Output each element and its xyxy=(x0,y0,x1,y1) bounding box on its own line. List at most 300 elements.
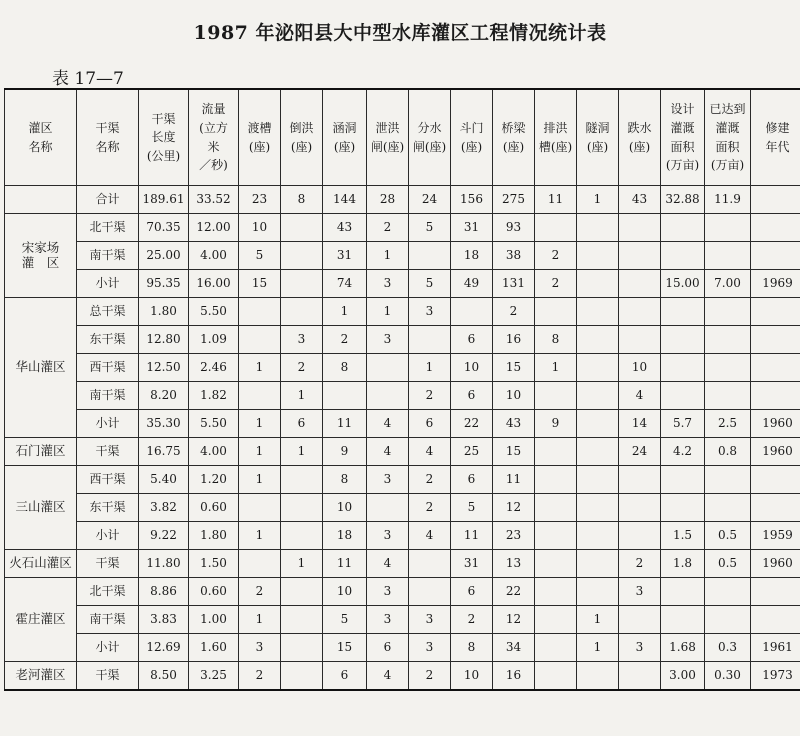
canal-name-cell: 北干渠 xyxy=(77,214,139,242)
value-cell: 275 xyxy=(493,186,535,214)
page-title: 1987 年泌阳县大中型水库灌区工程情况统计表 xyxy=(193,22,607,44)
column-header xyxy=(5,89,77,186)
value-cell: 3.83 xyxy=(139,606,189,634)
value-cell xyxy=(751,242,800,270)
column-header-line: (座) xyxy=(290,139,313,154)
value-cell xyxy=(661,494,705,522)
value-cell xyxy=(661,214,705,242)
value-cell: 3 xyxy=(281,326,323,354)
canal-name-cell: 南干渠 xyxy=(77,242,139,270)
value-cell xyxy=(535,578,577,606)
value-cell: 2 xyxy=(409,662,451,691)
table-row xyxy=(5,662,800,691)
value-cell xyxy=(409,242,451,270)
value-cell xyxy=(751,382,800,410)
value-cell xyxy=(535,466,577,494)
value-cell xyxy=(661,606,705,634)
value-cell: 0.60 xyxy=(189,578,239,606)
canal-name-cell: 小计 xyxy=(77,522,139,550)
canal-name-cell: 总干渠 xyxy=(77,298,139,326)
canal-name-cell: 南干渠 xyxy=(77,382,139,410)
value-cell: 12.69 xyxy=(139,634,189,662)
value-cell: 4 xyxy=(367,438,409,466)
table-row xyxy=(5,186,800,214)
column-header xyxy=(751,89,800,186)
value-cell: 74 xyxy=(323,270,367,298)
column-header-line: 渡槽 xyxy=(247,120,272,135)
column-header-line: 名称 xyxy=(28,139,53,154)
column-header-line: 倒洪 xyxy=(289,120,314,135)
column-header-line: 流量 xyxy=(201,102,226,117)
value-cell xyxy=(705,214,751,242)
value-cell xyxy=(661,382,705,410)
value-cell xyxy=(577,354,619,382)
value-cell: 16 xyxy=(493,662,535,691)
value-cell: 1959 xyxy=(751,522,800,550)
value-cell: 6 xyxy=(451,326,493,354)
table-row xyxy=(5,242,800,270)
value-cell: 1 xyxy=(281,438,323,466)
table-row xyxy=(5,410,800,438)
value-cell: 3 xyxy=(367,606,409,634)
column-header-line: 干渠 xyxy=(95,120,120,135)
value-cell xyxy=(661,354,705,382)
value-cell: 10 xyxy=(451,354,493,382)
value-cell: 156 xyxy=(451,186,493,214)
value-cell xyxy=(751,494,800,522)
value-cell: 24 xyxy=(409,186,451,214)
canal-name-cell: 西干渠 xyxy=(77,354,139,382)
value-cell: 18 xyxy=(451,242,493,270)
value-cell: 1.8 xyxy=(661,550,705,578)
value-cell xyxy=(619,466,661,494)
column-header-line: 闸(座) xyxy=(370,139,405,154)
region-name-cell: 石门灌区 xyxy=(5,438,77,466)
value-cell: 31 xyxy=(323,242,367,270)
value-cell: 33.52 xyxy=(189,186,239,214)
column-header-line: 桥梁 xyxy=(501,120,526,135)
value-cell xyxy=(577,438,619,466)
value-cell xyxy=(705,466,751,494)
canal-name-cell: 干渠 xyxy=(77,550,139,578)
region-name-cell: 宋家场 灌 区 xyxy=(5,214,77,298)
column-header-line: (座) xyxy=(502,139,525,154)
value-cell: 6 xyxy=(323,662,367,691)
column-header-line: (座) xyxy=(333,139,356,154)
value-cell: 9 xyxy=(323,438,367,466)
column-header xyxy=(493,89,535,186)
value-cell xyxy=(619,522,661,550)
value-cell: 189.61 xyxy=(139,186,189,214)
value-cell: 0.30 xyxy=(705,662,751,691)
value-cell xyxy=(705,326,751,354)
value-cell: 2 xyxy=(323,326,367,354)
value-cell: 31 xyxy=(451,214,493,242)
canal-name-cell: 合计 xyxy=(77,186,139,214)
value-cell: 15.00 xyxy=(661,270,705,298)
column-header-line: (座) xyxy=(586,139,609,154)
value-cell: 1 xyxy=(239,522,281,550)
column-header-line: 长度 xyxy=(151,130,176,145)
value-cell xyxy=(751,466,800,494)
value-cell: 2 xyxy=(535,242,577,270)
column-header-line: 修建 xyxy=(765,120,790,135)
value-cell xyxy=(619,326,661,354)
value-cell: 1 xyxy=(577,186,619,214)
value-cell xyxy=(619,270,661,298)
value-cell: 43 xyxy=(619,186,661,214)
canal-name-cell: 小计 xyxy=(77,410,139,438)
value-cell: 6 xyxy=(451,382,493,410)
value-cell: 35.30 xyxy=(139,410,189,438)
value-cell: 1 xyxy=(323,298,367,326)
column-header xyxy=(239,89,281,186)
value-cell: 3.25 xyxy=(189,662,239,691)
value-cell xyxy=(661,298,705,326)
value-cell xyxy=(751,606,800,634)
value-cell xyxy=(281,270,323,298)
value-cell xyxy=(367,354,409,382)
column-header xyxy=(535,89,577,186)
region-name-cell: 火石山灌区 xyxy=(5,550,77,578)
column-header-line: 泄洪 xyxy=(375,120,400,135)
value-cell xyxy=(751,354,800,382)
value-cell: 15 xyxy=(493,438,535,466)
value-cell: 9.22 xyxy=(139,522,189,550)
value-cell xyxy=(281,242,323,270)
canal-name-cell: 北干渠 xyxy=(77,578,139,606)
column-header xyxy=(281,89,323,186)
column-header-line: (座) xyxy=(628,139,651,154)
value-cell xyxy=(281,494,323,522)
column-header-line: (座) xyxy=(460,139,483,154)
region-name-cell: 华山灌区 xyxy=(5,298,77,438)
value-cell: 1 xyxy=(367,298,409,326)
value-cell: 25 xyxy=(451,438,493,466)
value-cell: 43 xyxy=(493,410,535,438)
value-cell xyxy=(751,326,800,354)
column-header xyxy=(577,89,619,186)
column-header xyxy=(409,89,451,186)
value-cell xyxy=(577,326,619,354)
value-cell xyxy=(281,214,323,242)
value-cell: 1.09 xyxy=(189,326,239,354)
value-cell: 11.9 xyxy=(705,186,751,214)
value-cell: 10 xyxy=(323,494,367,522)
value-cell xyxy=(577,550,619,578)
value-cell xyxy=(705,242,751,270)
value-cell: 31 xyxy=(451,550,493,578)
value-cell xyxy=(239,326,281,354)
value-cell: 12.80 xyxy=(139,326,189,354)
value-cell: 1.60 xyxy=(189,634,239,662)
value-cell: 5.40 xyxy=(139,466,189,494)
column-header-line: (座) xyxy=(248,139,271,154)
value-cell: 2 xyxy=(535,270,577,298)
column-header-line: 隧洞 xyxy=(585,120,610,135)
value-cell xyxy=(281,662,323,691)
value-cell: 1 xyxy=(367,242,409,270)
table-row xyxy=(5,494,800,522)
value-cell: 10 xyxy=(239,214,281,242)
column-header-line: 槽(座) xyxy=(538,139,573,154)
value-cell: 9 xyxy=(535,410,577,438)
value-cell: 3 xyxy=(367,578,409,606)
value-cell: 1 xyxy=(239,410,281,438)
canal-name-cell: 南干渠 xyxy=(77,606,139,634)
value-cell: 5 xyxy=(239,242,281,270)
value-cell xyxy=(619,298,661,326)
value-cell xyxy=(239,298,281,326)
value-cell xyxy=(239,382,281,410)
value-cell: 2.5 xyxy=(705,410,751,438)
value-cell: 8 xyxy=(323,466,367,494)
value-cell: 1973 xyxy=(751,662,800,691)
column-header-line: 涵洞 xyxy=(332,120,357,135)
column-header-line: 灌溉 xyxy=(670,120,695,135)
value-cell xyxy=(281,578,323,606)
value-cell xyxy=(577,522,619,550)
value-cell xyxy=(705,298,751,326)
canal-name-cell: 小计 xyxy=(77,634,139,662)
value-cell: 1.68 xyxy=(661,634,705,662)
value-cell xyxy=(409,550,451,578)
value-cell: 4.00 xyxy=(189,242,239,270)
value-cell: 43 xyxy=(323,214,367,242)
column-header xyxy=(323,89,367,186)
value-cell: 7.00 xyxy=(705,270,751,298)
value-cell xyxy=(281,298,323,326)
column-header xyxy=(619,89,661,186)
value-cell xyxy=(535,522,577,550)
value-cell xyxy=(535,662,577,691)
value-cell: 1.82 xyxy=(189,382,239,410)
region-name-cell xyxy=(5,186,77,214)
value-cell: 6 xyxy=(451,466,493,494)
value-cell: 11 xyxy=(323,410,367,438)
value-cell xyxy=(661,578,705,606)
value-cell: 4 xyxy=(367,550,409,578)
value-cell: 1.20 xyxy=(189,466,239,494)
value-cell xyxy=(577,270,619,298)
value-cell: 4 xyxy=(367,662,409,691)
value-cell: 6 xyxy=(367,634,409,662)
value-cell: 4 xyxy=(409,438,451,466)
value-cell xyxy=(619,214,661,242)
column-header-line: 设计 xyxy=(670,102,695,117)
value-cell: 10 xyxy=(451,662,493,691)
table-row xyxy=(5,550,800,578)
value-cell: 0.60 xyxy=(189,494,239,522)
table-number: 表 17—7 xyxy=(52,69,124,89)
column-header-line: 名称 xyxy=(95,139,120,154)
value-cell: 1 xyxy=(239,606,281,634)
value-cell: 10 xyxy=(493,382,535,410)
value-cell: 4.00 xyxy=(189,438,239,466)
value-cell: 131 xyxy=(493,270,535,298)
value-cell: 1960 xyxy=(751,410,800,438)
value-cell: 34 xyxy=(493,634,535,662)
region-name-cell: 霍庄灌区 xyxy=(5,578,77,662)
value-cell: 8.86 xyxy=(139,578,189,606)
value-cell xyxy=(661,466,705,494)
value-cell: 14 xyxy=(619,410,661,438)
value-cell: 11 xyxy=(323,550,367,578)
table-row xyxy=(5,298,800,326)
value-cell: 1 xyxy=(535,354,577,382)
value-cell xyxy=(281,522,323,550)
value-cell: 8 xyxy=(281,186,323,214)
value-cell: 5 xyxy=(409,270,451,298)
value-cell: 1.80 xyxy=(189,522,239,550)
value-cell: 3 xyxy=(367,270,409,298)
value-cell: 95.35 xyxy=(139,270,189,298)
value-cell: 3 xyxy=(239,634,281,662)
column-header-line: (立方 xyxy=(199,120,228,135)
column-header-line: (万亩) xyxy=(710,158,745,173)
value-cell xyxy=(577,662,619,691)
value-cell xyxy=(239,494,281,522)
value-cell xyxy=(535,298,577,326)
column-header-line: 闸(座) xyxy=(412,139,447,154)
value-cell xyxy=(705,354,751,382)
value-cell xyxy=(535,550,577,578)
value-cell xyxy=(367,494,409,522)
table-row xyxy=(5,270,800,298)
canal-name-cell: 干渠 xyxy=(77,662,139,691)
value-cell: 2 xyxy=(409,466,451,494)
statistics-table xyxy=(4,88,800,691)
value-cell xyxy=(451,298,493,326)
column-header xyxy=(367,89,409,186)
value-cell xyxy=(577,466,619,494)
value-cell: 3 xyxy=(409,634,451,662)
value-cell xyxy=(535,438,577,466)
value-cell xyxy=(535,634,577,662)
value-cell xyxy=(619,606,661,634)
value-cell: 1960 xyxy=(751,438,800,466)
column-header-line: 面积 xyxy=(715,139,740,154)
value-cell: 1.00 xyxy=(189,606,239,634)
value-cell: 2 xyxy=(239,662,281,691)
value-cell: 28 xyxy=(367,186,409,214)
value-cell: 1 xyxy=(239,466,281,494)
value-cell: 15 xyxy=(323,634,367,662)
column-header xyxy=(705,89,751,186)
value-cell: 8 xyxy=(535,326,577,354)
value-cell xyxy=(577,578,619,606)
value-cell: 1 xyxy=(239,354,281,382)
value-cell: 6 xyxy=(451,578,493,606)
value-cell xyxy=(705,578,751,606)
column-header xyxy=(139,89,189,186)
value-cell xyxy=(577,382,619,410)
value-cell: 70.35 xyxy=(139,214,189,242)
value-cell: 23 xyxy=(493,522,535,550)
value-cell: 25.00 xyxy=(139,242,189,270)
region-name-cell: 三山灌区 xyxy=(5,466,77,550)
table-row xyxy=(5,466,800,494)
value-cell: 12.00 xyxy=(189,214,239,242)
value-cell: 11 xyxy=(535,186,577,214)
value-cell xyxy=(281,634,323,662)
value-cell: 4 xyxy=(409,522,451,550)
value-cell xyxy=(281,466,323,494)
value-cell xyxy=(535,494,577,522)
value-cell: 2 xyxy=(451,606,493,634)
value-cell: 2 xyxy=(281,354,323,382)
value-cell: 3 xyxy=(367,466,409,494)
canal-name-cell: 干渠 xyxy=(77,438,139,466)
column-header-line: 斗门 xyxy=(459,120,484,135)
value-cell xyxy=(619,662,661,691)
value-cell: 1960 xyxy=(751,550,800,578)
value-cell: 1 xyxy=(577,606,619,634)
column-header-line: 灌区 xyxy=(28,120,53,135)
value-cell: 1969 xyxy=(751,270,800,298)
value-cell: 4 xyxy=(619,382,661,410)
value-cell: 1 xyxy=(577,634,619,662)
value-cell: 3 xyxy=(367,522,409,550)
table-row xyxy=(5,438,800,466)
value-cell: 12.50 xyxy=(139,354,189,382)
value-cell: 3.00 xyxy=(661,662,705,691)
table-row xyxy=(5,578,800,606)
value-cell: 2 xyxy=(367,214,409,242)
value-cell xyxy=(577,298,619,326)
value-cell: 144 xyxy=(323,186,367,214)
value-cell: 1.50 xyxy=(189,550,239,578)
value-cell: 8.20 xyxy=(139,382,189,410)
value-cell xyxy=(323,382,367,410)
value-cell: 2 xyxy=(409,494,451,522)
value-cell xyxy=(661,242,705,270)
value-cell: 5.50 xyxy=(189,298,239,326)
value-cell: 3 xyxy=(367,326,409,354)
value-cell xyxy=(577,214,619,242)
column-header-line: (万亩) xyxy=(665,158,700,173)
value-cell: 4.2 xyxy=(661,438,705,466)
value-cell: 1 xyxy=(281,550,323,578)
value-cell xyxy=(535,382,577,410)
value-cell: 16 xyxy=(493,326,535,354)
column-header-line: 已达到 xyxy=(709,102,746,117)
value-cell xyxy=(619,242,661,270)
value-cell xyxy=(409,326,451,354)
value-cell: 5 xyxy=(451,494,493,522)
value-cell: 1 xyxy=(409,354,451,382)
canal-name-cell: 西干渠 xyxy=(77,466,139,494)
value-cell: 6 xyxy=(409,410,451,438)
value-cell: 16.75 xyxy=(139,438,189,466)
value-cell xyxy=(661,326,705,354)
header-row xyxy=(5,89,800,186)
value-cell: 15 xyxy=(493,354,535,382)
value-cell: 1.5 xyxy=(661,522,705,550)
value-cell: 10 xyxy=(619,354,661,382)
value-cell: 16.00 xyxy=(189,270,239,298)
value-cell: 3 xyxy=(409,298,451,326)
value-cell: 12 xyxy=(493,494,535,522)
value-cell xyxy=(751,214,800,242)
table-row xyxy=(5,522,800,550)
value-cell: 22 xyxy=(493,578,535,606)
canal-name-cell: 东干渠 xyxy=(77,494,139,522)
value-cell xyxy=(751,578,800,606)
value-cell xyxy=(577,410,619,438)
value-cell: 13 xyxy=(493,550,535,578)
column-header-line: 排洪 xyxy=(543,120,568,135)
